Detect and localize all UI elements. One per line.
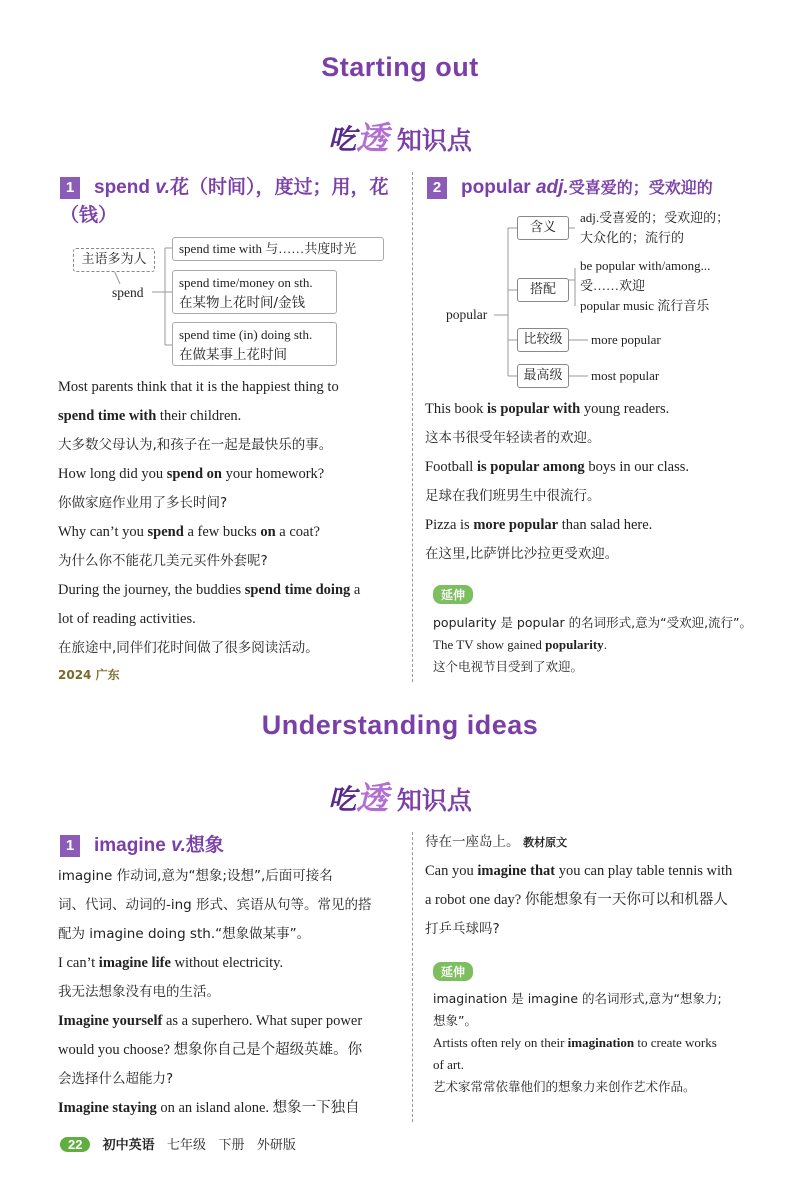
imagine-body: imagine 作动词,意为“想象;设想”,后面可接名 词、代词、动词的-ing 形式、宾语从句等。常见的搭 配为 imagine doing sth.“想象做某事”。 I can’t imagine life without electricity. 我无法想象没有电的生活。 Imagine yourself as a superhero. What super power would you choose? 想象你自己是个超级英雄。你 会选择什么超能力? Imagine staying on an island alone. 想象一下独自 (58, 868, 372, 1116)
spend-examples: Most parents think that it is the happiest thing to spend time with their children. 大多数父母认为,和孩子在一起是最快乐的事。 How long did you spend on your homework? 你做家庭作业用了多长时间? Why can’t you spend a few bucks on a coat? 为什么你不能花几美元买件外套呢? During the journey, the buddies spend time doing a lot of reading activities. 在旅途中,同伴们花时间做了很多阅读活动。 (58, 379, 361, 656)
subject-note: 主语多为人 (73, 248, 155, 272)
section-title-understanding-ideas: Understanding ideas (261, 710, 539, 740)
imagine-extension: imagination 是 imagine 的名词形式,意为“想象力; 想象”。 Artists often rely on their imagination to create works of art. 艺术家常常依靠他们的想象力来创作艺术作品。 (433, 991, 722, 1094)
item-number: 1 (60, 835, 80, 857)
source-tag: 2024 广东 (58, 668, 120, 682)
knowledge-points-title-2 (0, 773, 800, 819)
collocation-text: be popular with/among... 受……欢迎 popular music 流行音乐 (580, 258, 711, 313)
meaning-text: adj.受喜爱的；受欢迎的； 大众化的；流行的 (580, 210, 730, 245)
page-number: 22 (60, 1137, 90, 1152)
item-number: 2 (427, 177, 447, 199)
definition: 花（时间），度过；用，花（钱） (60, 177, 389, 226)
comparative-text: more popular (591, 332, 661, 347)
column-divider-2 (412, 832, 413, 1122)
headword: spend (94, 177, 150, 198)
part-of-speech: v. (155, 177, 171, 198)
popular-heading (427, 174, 787, 203)
page-footer (60, 1134, 296, 1153)
tag-collocation: 搭配 (517, 278, 569, 302)
part-of-speech: v. (171, 835, 186, 856)
headword: popular (461, 177, 531, 198)
kp-char-2: 透 (356, 779, 389, 817)
part-of-speech: adj. (535, 177, 569, 198)
tag-superlative: 最高级 (517, 364, 569, 388)
kp-label: 知识点 (396, 126, 472, 155)
kp-char-1: 吃 (328, 123, 357, 156)
item-number: 1 (60, 177, 80, 199)
kp-label: 知识点 (396, 786, 472, 815)
popular-extension: popularity 是 popular 的名词形式,意为“受欢迎,流行”。 The TV show gained popularity. 这个电视节目受到了欢迎。 (433, 615, 753, 674)
extension-badge: 延伸 (433, 585, 473, 604)
spend-branch-2: spend time/money on sth. 在某物上花时间/金钱 (172, 270, 337, 314)
book-name: 初中英语 (102, 1138, 155, 1153)
extension-badge-2: 延伸 (433, 962, 473, 981)
kp-char-1: 吃 (328, 783, 357, 816)
spend-branch-3: spend time (in) doing sth. 在做某事上花时间 (172, 322, 337, 366)
spend-branch-1: spend time with 与……共度时光 (172, 237, 384, 261)
popular-center: popular (446, 307, 488, 322)
imagine-right-column: 待在一座岛上。 教材原文 Can you imagine that you can play table tennis with a robot one day? 你能想象有一天你可以和机器人 打乒乓球吗? (425, 834, 733, 937)
definition: 受喜爱的；受欢迎的 (568, 180, 713, 197)
popular-examples: This book is popular with young readers. 这本书很受年轻读者的欢迎。 Football is popular among boys in our class. 足球在我们班男生中很流行。 Pizza is more popular than salad here. 在这里,比萨饼比沙拉更受欢迎。 (425, 401, 689, 562)
grade: 七年级 (167, 1138, 207, 1153)
definition: 想象 (185, 835, 224, 856)
section-title-starting-out: Starting out (321, 52, 479, 82)
kp-char-2: 透 (356, 119, 389, 157)
superlative-text: most popular (591, 368, 660, 383)
headword: imagine (94, 835, 166, 856)
volume: 下册 (218, 1138, 245, 1153)
textbook-source-tag: 教材原文 (523, 836, 568, 849)
imagine-heading (60, 832, 405, 860)
tag-meaning: 含义 (517, 216, 569, 240)
edition: 外研版 (256, 1138, 296, 1153)
spend-center: spend (112, 285, 144, 300)
tag-comparative: 比较级 (517, 328, 569, 352)
